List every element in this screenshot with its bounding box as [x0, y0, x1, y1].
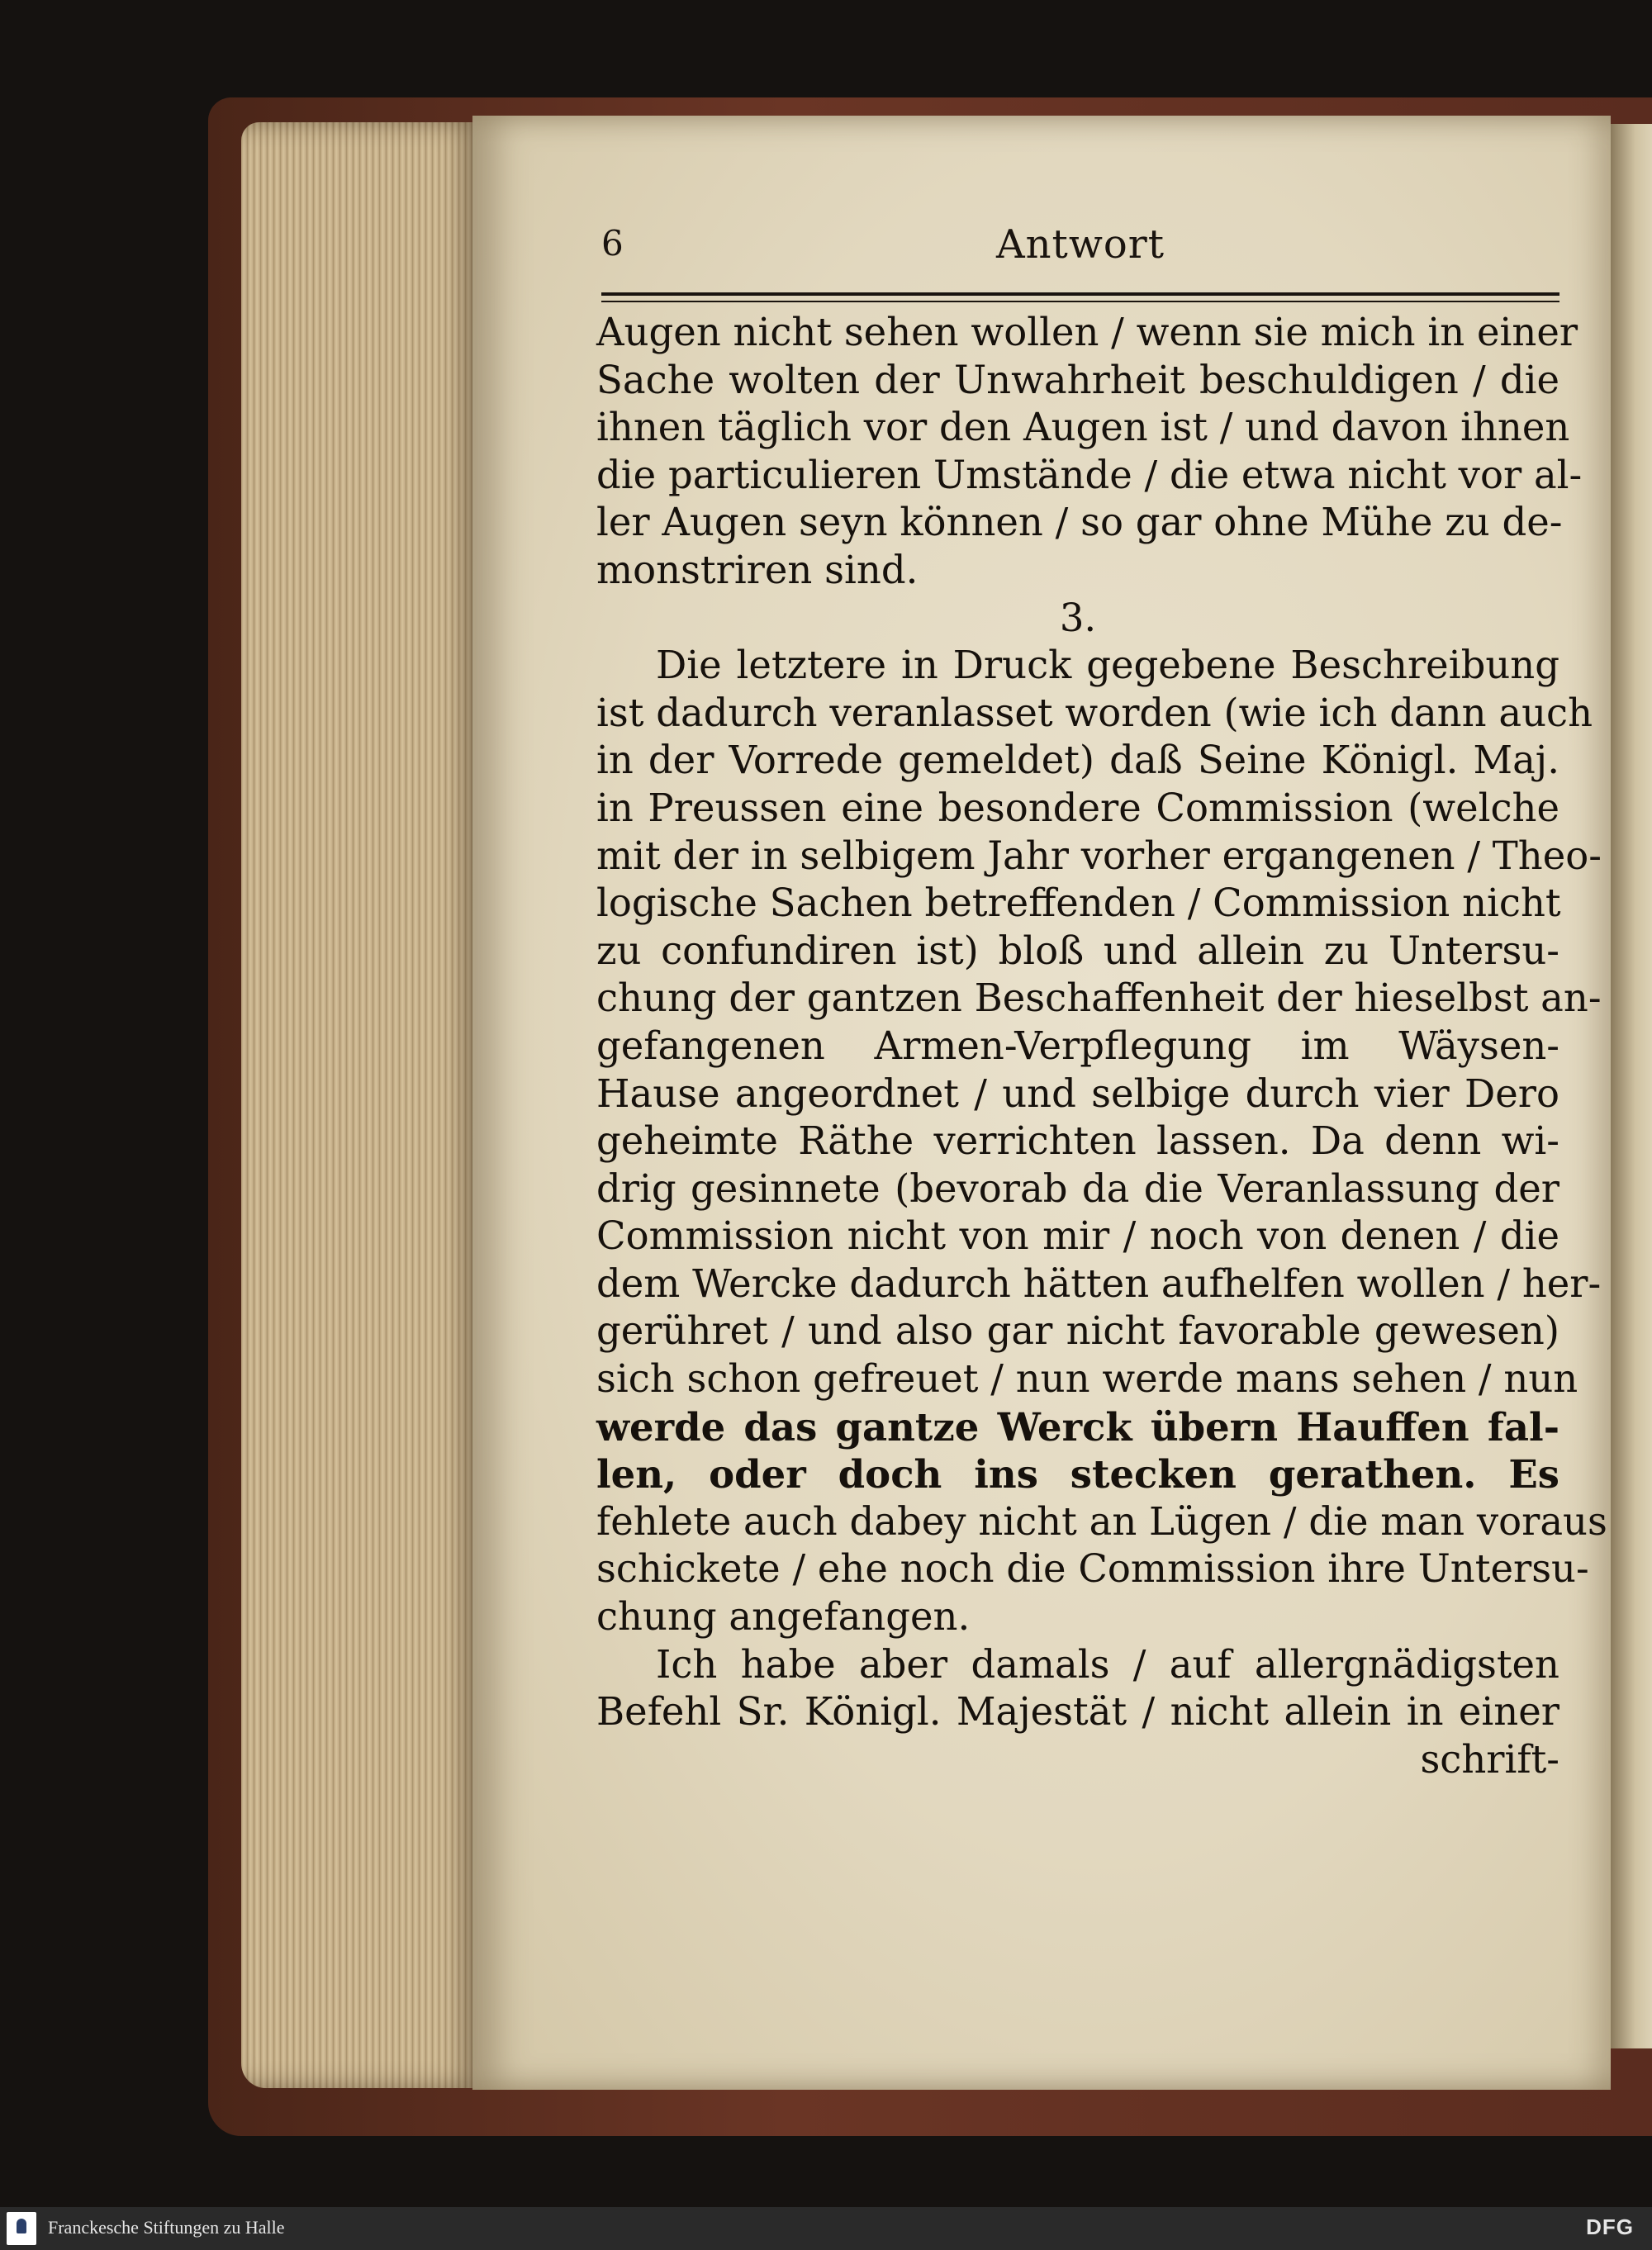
page-number: 6: [601, 223, 624, 263]
institution-logo-icon: [7, 2212, 36, 2245]
text-line: chung angefangen.: [596, 1594, 971, 1640]
section-number: 3.: [1059, 595, 1097, 640]
text-line: Hause angeordnet / und selbige durch vier Dero: [596, 1070, 1559, 1116]
text-line: in Preussen eine besondere Commission (welche: [596, 785, 1559, 830]
text-line: gefangenen Armen-Verpflegung im Wäysen-: [596, 1023, 1559, 1068]
facing-page-edge: [1611, 124, 1652, 2048]
text-line: Befehl Sr. Königl. Majestät / nicht allein in einer: [596, 1689, 1559, 1735]
text-line: in der Vorrede gemeldet) daß Seine Königl. Maj.: [596, 738, 1559, 783]
header-rule: [601, 292, 1559, 302]
dfg-logo: DFG: [1586, 2214, 1634, 2239]
text-line: geheimte Räthe verrichten lassen. Da denn wi-: [596, 1118, 1559, 1164]
text-line: Commission nicht von mir / noch von denen / die: [596, 1213, 1559, 1259]
text-line: drig gesinnete (bevorab da die Veranlassung der: [596, 1165, 1559, 1211]
viewer-footer: [0, 2207, 1652, 2250]
text-line: ihnen täglich vor den Augen ist / und davon ihnen: [596, 405, 1570, 450]
text-line: gerühret / und also gar nicht favorable gewesen): [596, 1308, 1559, 1354]
institution-name: Franckesche Stiftungen zu Halle: [48, 2217, 285, 2238]
text-line: Augen nicht sehen wollen / wenn sie mich in einer: [596, 310, 1578, 354]
text-line: schickete / ehe noch die Commission ihre Untersu-: [596, 1546, 1589, 1592]
text-line: chung der gantzen Beschaffenheit der hieselbst an-: [596, 975, 1602, 1021]
emphasized-text-line: len, oder doch ins stecken gerathen. Es: [596, 1451, 1559, 1498]
text-line: zu confundiren ist) bloß und allein zu Untersu-: [596, 928, 1559, 973]
emphasized-text-line: werde das gantze Werck übern Hauffen fal-: [596, 1403, 1559, 1450]
page-edges: [241, 122, 481, 2088]
page-text: [596, 309, 1607, 1783]
running-head: Antwort: [995, 221, 1165, 268]
text-line: ler Augen seyn können / so gar ohne Mühe zu de-: [596, 500, 1563, 545]
text-line: logische Sachen betreffenden / Commission nicht: [596, 881, 1561, 926]
text-line: monstriren sind.: [596, 547, 919, 592]
text-line: dem Wercke dadurch hätten aufhelfen wollen / her-: [596, 1260, 1602, 1306]
text-line: fehlete auch dabey nicht an Lügen / die man voraus: [596, 1498, 1607, 1544]
text-line: Die letztere in Druck gegebene Beschreibung: [656, 643, 1559, 688]
text-line: Sache wolten der Unwahrheit beschuldigen / die: [596, 357, 1559, 402]
catchword: schrift-: [1420, 1736, 1559, 1782]
text-line: mit der in selbigem Jahr vorher ergangenen / Theo-: [596, 833, 1602, 878]
text-line: die particulieren Umstände / die etwa nicht vor al-: [596, 452, 1583, 497]
text-line: sich schon gefreuet / nun werde mans sehen / nun: [596, 1356, 1578, 1402]
text-line: Ich habe aber damals / auf allergnädigsten: [656, 1641, 1559, 1687]
text-line: ist dadurch veranlasset worden (wie ich dann auch: [596, 690, 1593, 735]
page-header: [601, 221, 1559, 279]
